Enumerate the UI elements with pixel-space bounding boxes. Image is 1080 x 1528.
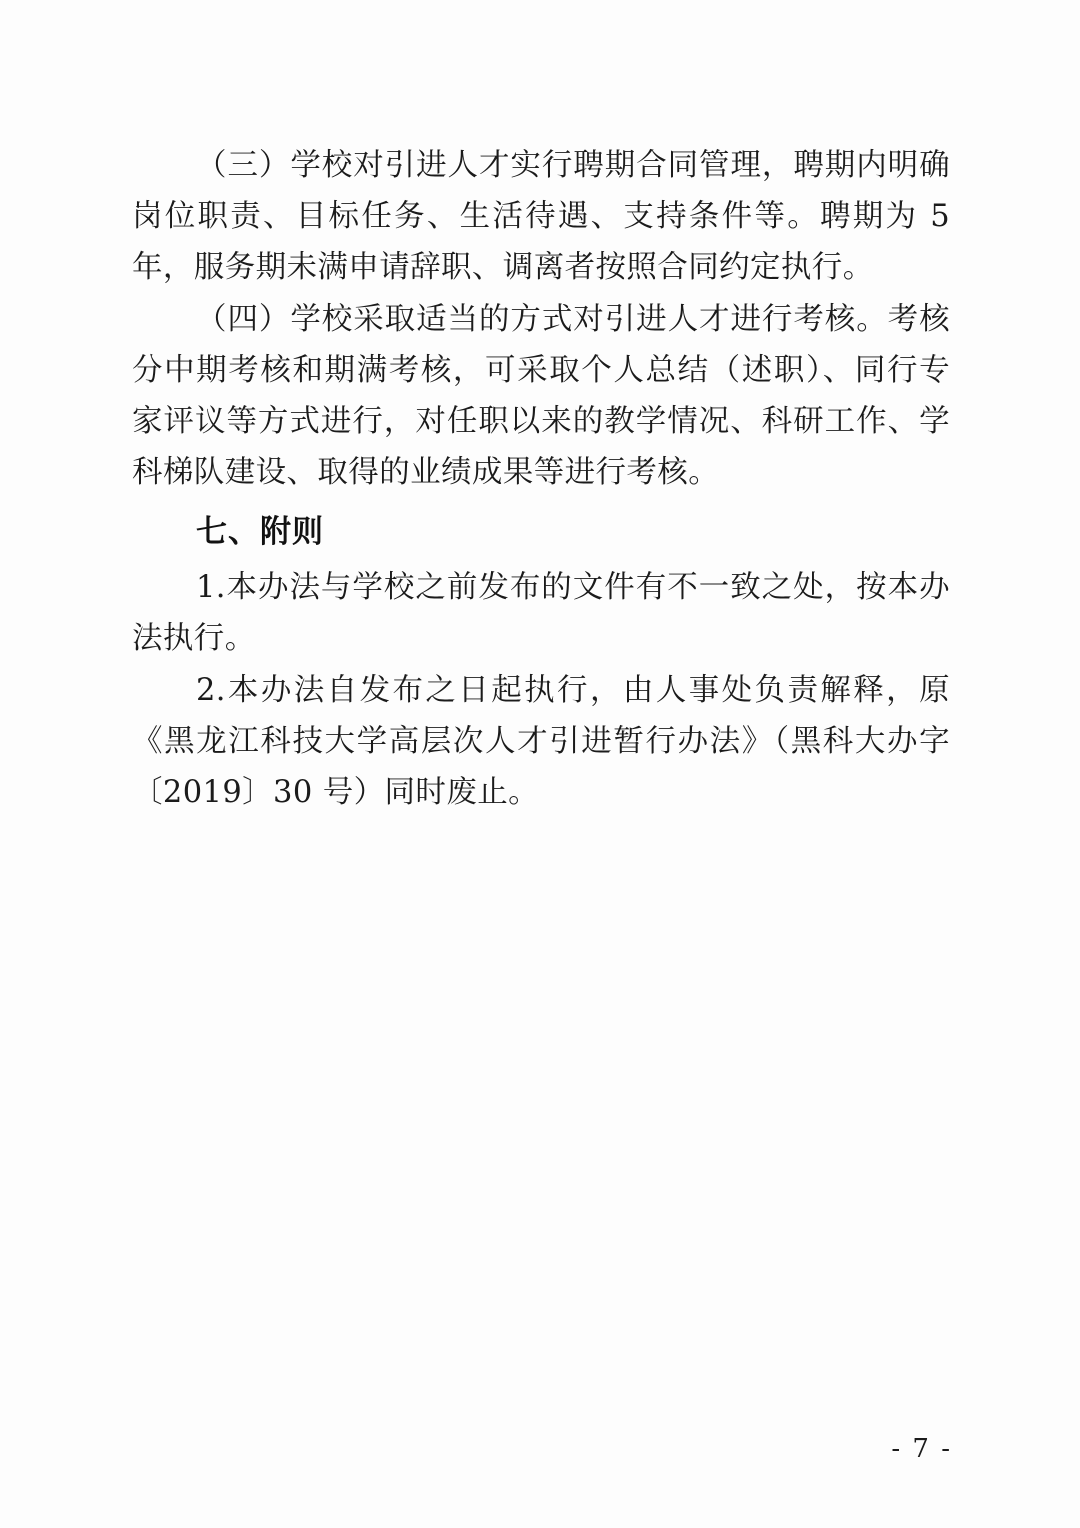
appendix-item-2: 2.本办法自发布之日起执行，由人事处负责解释，原《黑龙江科技大学高层次人才引进暂行办法》（黑科大办字〔2019〕30 号）同时废止。 (132, 673, 950, 810)
paragraph-item-3: （三）学校对引进人才实行聘期合同管理，聘期内明确岗位职责、目标任务、生活待遇、支持条件等。聘期为 5 年，服务期未满申请辞职、调离者按照合同约定执行。 (132, 148, 950, 285)
paragraph-item-4: （四）学校采取适当的方式对引进人才进行考核。考核分中期考核和期满考核，可采取个人总结（述职）、同行专家评议等方式进行，对任职以来的教学情况、科研工作、学科梯队建设、取得的业绩成果等进行考核。 (132, 302, 950, 490)
document-body (132, 140, 950, 819)
page-number: - 7 - (891, 1434, 952, 1464)
appendix-item-1: 1.本办法与学校之前发布的文件有不一致之处，按本办法执行。 (132, 570, 950, 656)
section-heading-appendix: 七、附则 (196, 514, 324, 550)
